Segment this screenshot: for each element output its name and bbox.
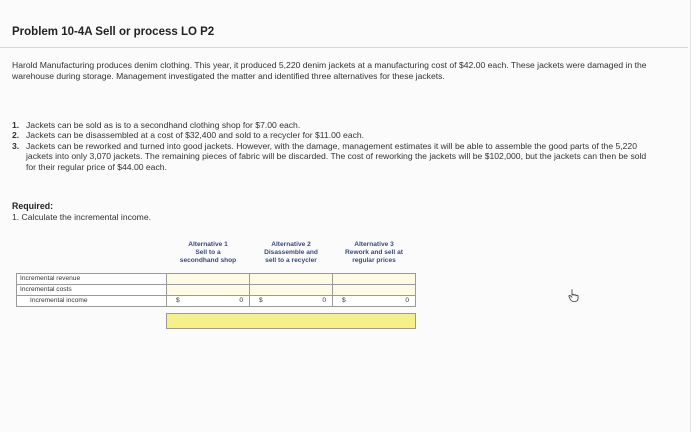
- column-header-alt1: Alternative 1 Sell to a secondhand shop: [179, 241, 237, 264]
- currency-symbol: $: [342, 297, 346, 304]
- table-footer-row: [17, 314, 416, 329]
- table-row: [17, 296, 416, 307]
- total-value: 0: [405, 297, 409, 304]
- row-label-incremental-costs: Incremental costs: [17, 285, 167, 296]
- currency-symbol: $: [259, 297, 263, 304]
- alternative-number: 1.: [12, 120, 20, 130]
- input-costs-alt3[interactable]: [333, 285, 416, 296]
- table-row: [17, 274, 416, 285]
- alternative-number: 2.: [12, 130, 20, 141]
- total-value: 0: [322, 297, 326, 304]
- total-income-alt3: [333, 296, 416, 307]
- alternative-text: Jackets can be disassembled at a cost of $32,400 and sold to a recycler for $11.00 each.: [26, 130, 365, 141]
- incremental-income-table: [16, 240, 416, 329]
- title-divider: [0, 47, 688, 48]
- input-revenue-alt3[interactable]: [333, 274, 416, 285]
- table-spacer: [17, 307, 416, 314]
- alternative-number: 3.: [12, 140, 20, 151]
- table-corner: [17, 240, 167, 274]
- total-income-alt2: [250, 296, 333, 307]
- hand-pointer-icon: [567, 288, 581, 302]
- input-revenue-alt2[interactable]: [250, 274, 333, 285]
- column-header-alt2: Alternative 2 Disassemble and sell to a recycler: [264, 241, 318, 264]
- total-income-alt1: [167, 296, 250, 307]
- alternative-item: [12, 141, 652, 172]
- row-label-incremental-income: Incremental income: [17, 296, 167, 307]
- required-heading: Required:: [12, 201, 54, 211]
- required-item: 1. Calculate the incremental income.: [12, 212, 152, 222]
- input-costs-alt1[interactable]: [167, 285, 250, 296]
- row-label-incremental-revenue: Incremental revenue: [17, 274, 167, 285]
- total-value: 0: [239, 297, 243, 304]
- answer-check-bar: [167, 314, 416, 329]
- column-header-alt3: Alternative 3 Rework and sell at regular prices: [345, 241, 403, 264]
- table-row: [17, 285, 416, 296]
- problem-title: Problem 10-4A Sell or process LO P2: [12, 26, 215, 38]
- input-revenue-alt1[interactable]: [167, 274, 250, 285]
- currency-symbol: $: [176, 297, 180, 304]
- alternative-item: [12, 130, 652, 140]
- problem-intro: Harold Manufacturing produces denim clothing. This year, it produced 5,220 denim jackets at a manufacturing cost of $42.00 each. These jackets were damaged in the warehouse during storage. Management investigated the matter and identified three alternatives for these jackets.: [12, 60, 647, 81]
- input-costs-alt2[interactable]: [250, 285, 333, 296]
- alternative-text: Jackets can be sold as is to a secondhand clothing shop for $7.00 each.: [26, 120, 301, 130]
- alternative-text: Jackets can be reworked and turned into good jackets. However, with the damage, management estimates it will be able to assemble the good parts of the 5,220 jackets into only 3,070 jackets. The remaining pieces of fabric will be discarded. The cost of reworking the jackets will be $102,000, but the jackets can then be sold for their regular price of $44.00 each.: [26, 140, 647, 172]
- alternatives-list: [12, 120, 652, 172]
- alternative-item: [12, 120, 652, 130]
